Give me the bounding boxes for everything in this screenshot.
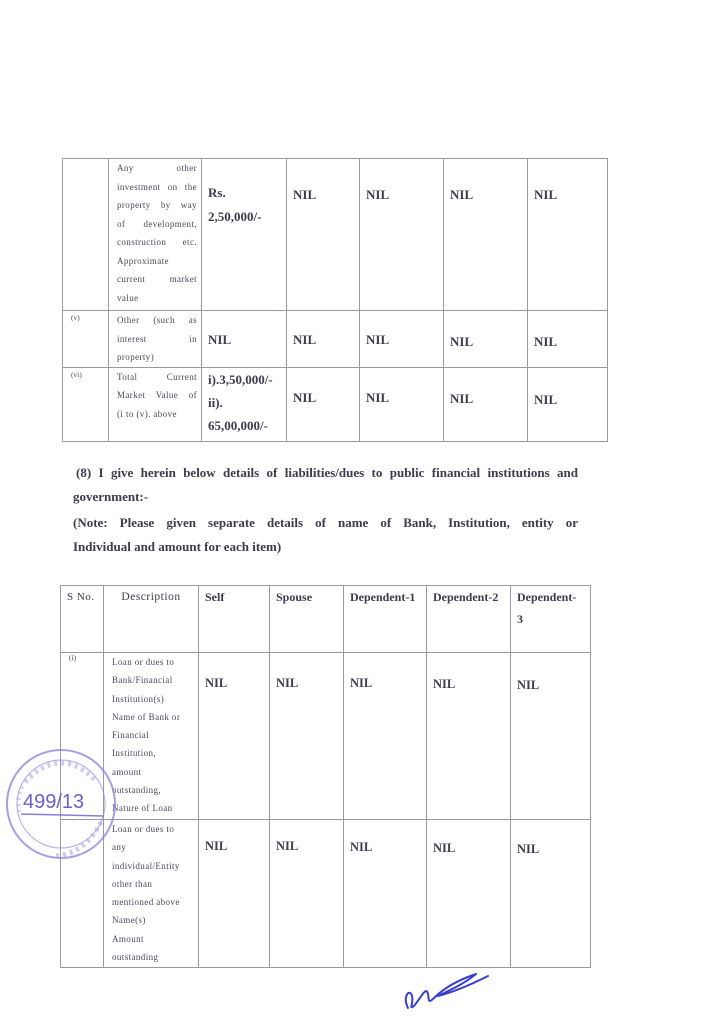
description-cell: Total Current Market Value of (i to (v). above [109,367,202,441]
header-description: Description [104,586,199,653]
paragraph-line: (8) I give herein below details of liabilities/dues to public financial institutions and [76,465,578,480]
spouse-value: NIL [287,367,360,441]
serial-number: (vi) [63,367,109,441]
table-row [61,653,591,820]
dependent1-value: NIL [360,367,444,441]
dependent2-value: NIL [444,367,528,441]
self-value: NIL [199,653,270,820]
header-dependent3: Dependent- 3 [511,586,591,653]
official-stamp [5,742,117,866]
header-spouse: Spouse [270,586,344,653]
serial-number: (i) [61,653,104,820]
spouse-value: NIL [270,820,344,968]
liabilities-intro [73,461,578,559]
self-value: Rs. 2,50,000/- [202,159,287,311]
self-value: i).3,50,000/- ii). 65,00,000/- [202,367,287,441]
stamp-number: 499/13 [23,791,85,813]
spouse-value: NIL [287,159,360,311]
dependent1-value: NIL [360,311,444,368]
self-value: NIL [199,820,270,968]
paragraph-line: government:- [73,489,149,504]
note-line: Individual and amount for each item) [73,539,282,554]
dependent3-value: NIL [511,820,591,968]
spouse-value: NIL [270,653,344,820]
spouse-value: NIL [287,311,360,368]
description-cell: Any other investment on the property by way of development, construction etc. Approximate current market value [109,159,202,311]
assets-table [62,158,608,442]
serial-number [63,159,109,311]
description-cell: Loan or dues to Bank/Financial Institution(s) Name of Bank or Financial Institution, amount outstanding, Nature of Loan [104,653,199,820]
dependent1-value: NIL [344,820,427,968]
description-cell: Loan or dues to any individual/Entity other than mentioned above Name(s) Amount outstanding [104,820,199,968]
dependent1-value: NIL [360,159,444,311]
dependent3-value: NIL [528,159,608,311]
table-row [61,820,591,968]
dependent3-value: NIL [528,311,608,368]
table-row [63,367,608,441]
header-dependent1: Dependent-1 [344,586,427,653]
dependent3-value: NIL [528,367,608,441]
description-cell: Other (such as interest in property) [109,311,202,368]
note-line: (Note: Please given separate details of name of Bank, Institution, entity or [73,515,578,530]
liabilities-table [60,585,591,968]
header-self: Self [199,586,270,653]
header-row [61,586,591,653]
header-sno: S No. [61,586,104,653]
self-value: NIL [202,311,287,368]
table-row [63,311,608,368]
serial-number: (v) [63,311,109,368]
signature-mark [398,966,494,1014]
header-dependent2: Dependent-2 [427,586,511,653]
dependent2-value: NIL [444,311,528,368]
dependent1-value: NIL [344,653,427,820]
dependent3-value: NIL [511,653,591,820]
dependent2-value: NIL [427,820,511,968]
dependent2-value: NIL [444,159,528,311]
dependent2-value: NIL [427,653,511,820]
table-row [63,159,608,311]
